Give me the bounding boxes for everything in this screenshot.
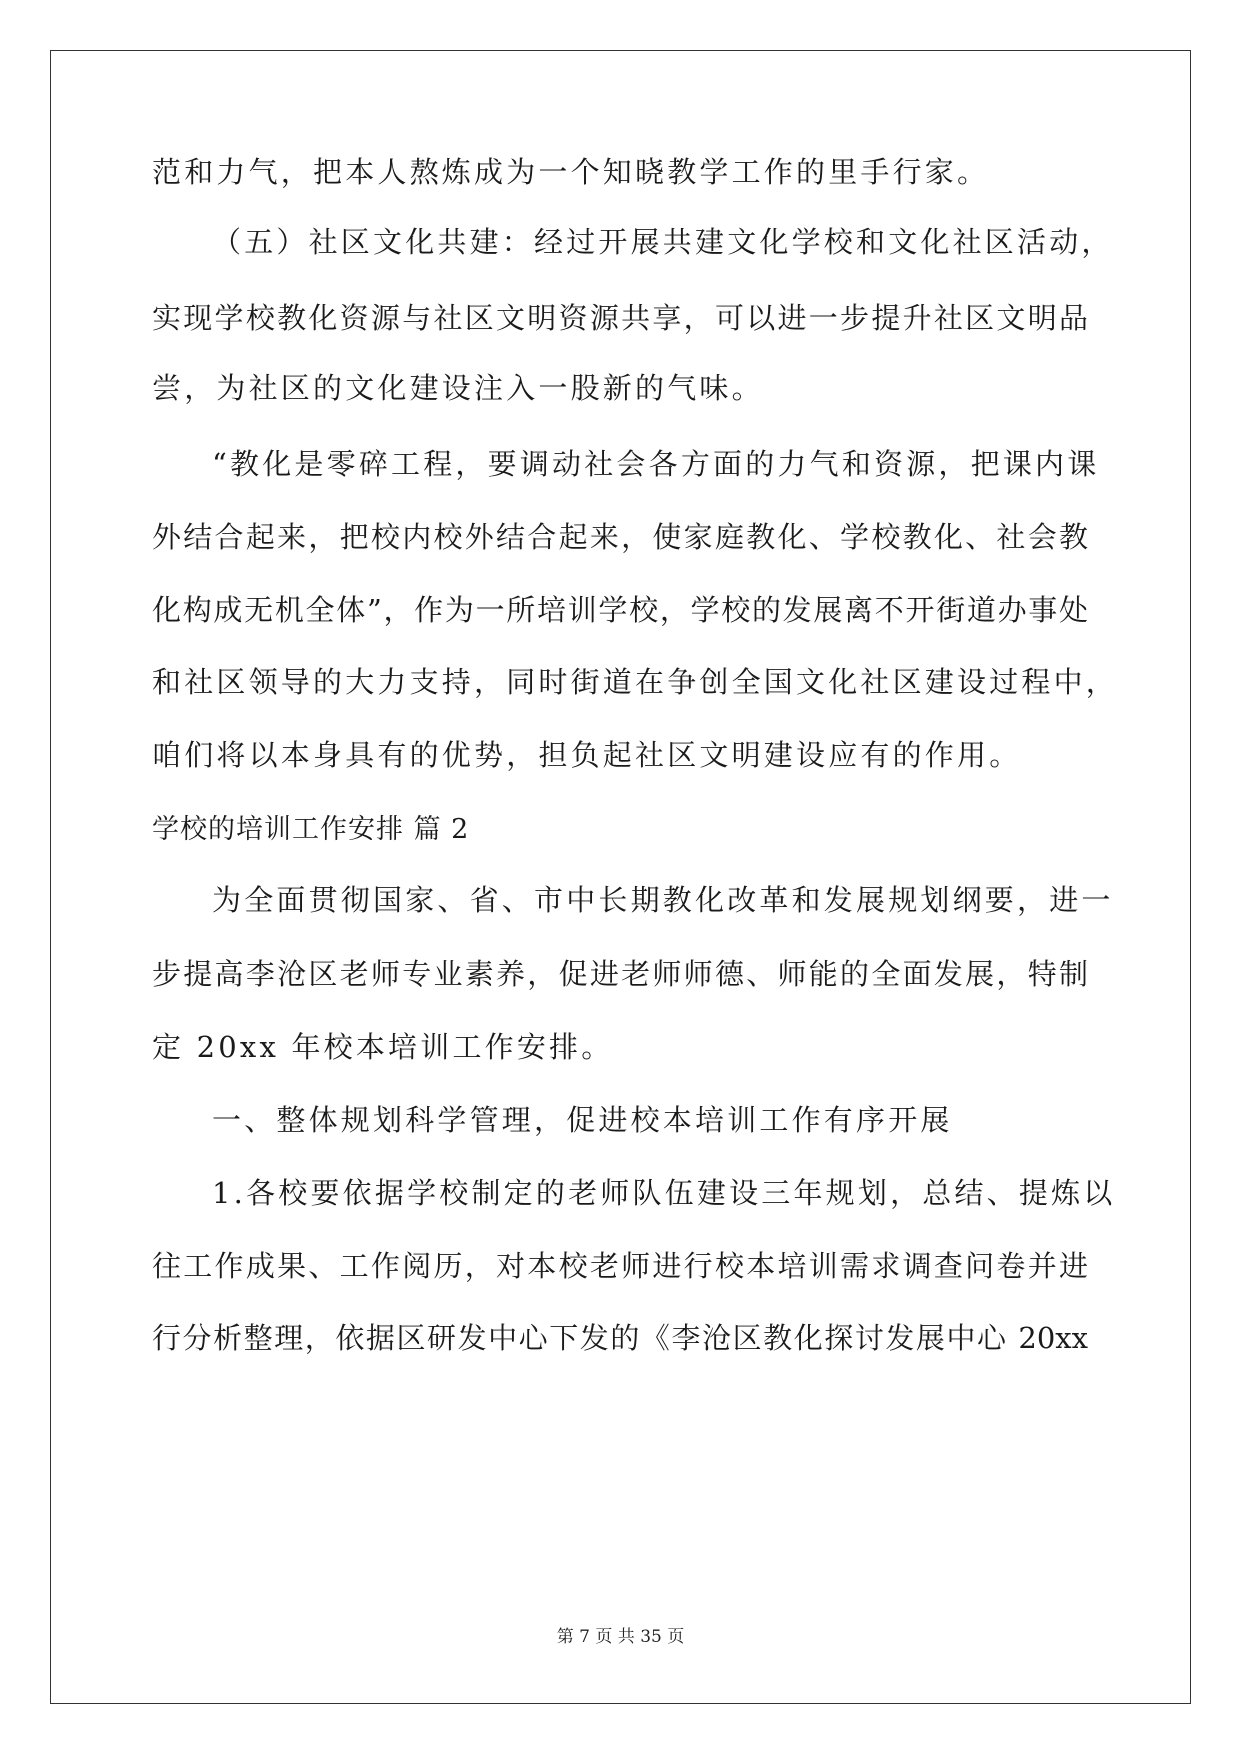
section-heading: 学校的培训工作安排 篇 2: [152, 814, 470, 845]
text-line: 往工作成果、工作阅历，对本校老师进行校本培训需求调查问卷并进: [152, 1249, 1088, 1283]
text-line: 步提高李沧区老师专业素养，促进老师师德、师能的全面发展，特制: [152, 957, 1088, 991]
page-number-footer: 第 7 页 共 35 页: [556, 1627, 685, 1647]
text-line: 外结合起来，把校内校外结合起来，使家庭教化、学校教化、社会教: [152, 520, 1088, 554]
text-line: 咱们将以本身具有的优势，担负起社区文明建设应有的作用。: [152, 738, 1022, 772]
text-line: 化构成无机全体”，作为一所培训学校，学校的发展离不开街道办事处: [152, 593, 1088, 627]
text-line: “教化是零碎工程，要调动社会各方面的力气和资源，把课内课: [212, 447, 1100, 481]
text-line: 1.各校要依据学校制定的老师队伍建设三年规划，总结、提炼以: [212, 1176, 1116, 1210]
text-line: 和社区领导的大力支持，同时街道在争创全国文化社区建设过程中，: [152, 665, 1119, 699]
text-line: 为全面贯彻国家、省、市中长期教化改革和发展规划纲要，进一: [212, 883, 1114, 917]
text-line: 一、整体规划科学管理，促进校本培训工作有序开展: [212, 1103, 953, 1137]
text-line: 定 20xx 年校本培训工作安排。: [152, 1030, 614, 1064]
text-line: 范和力气，把本人熬炼成为一个知晓教学工作的里手行家。: [152, 155, 990, 189]
text-line: 行分析整理，依据区研发中心下发的《李沧区教化探讨发展中心 20xx: [152, 1321, 1088, 1355]
text-line: 实现学校教化资源与社区文明资源共享，可以进一步提升社区文明品: [152, 301, 1088, 335]
text-line: 尝，为社区的文化建设注入一股新的气味。: [152, 371, 764, 405]
text-line: （五）社区文化共建：经过开展共建文化学校和文化社区活动，: [212, 225, 1114, 259]
